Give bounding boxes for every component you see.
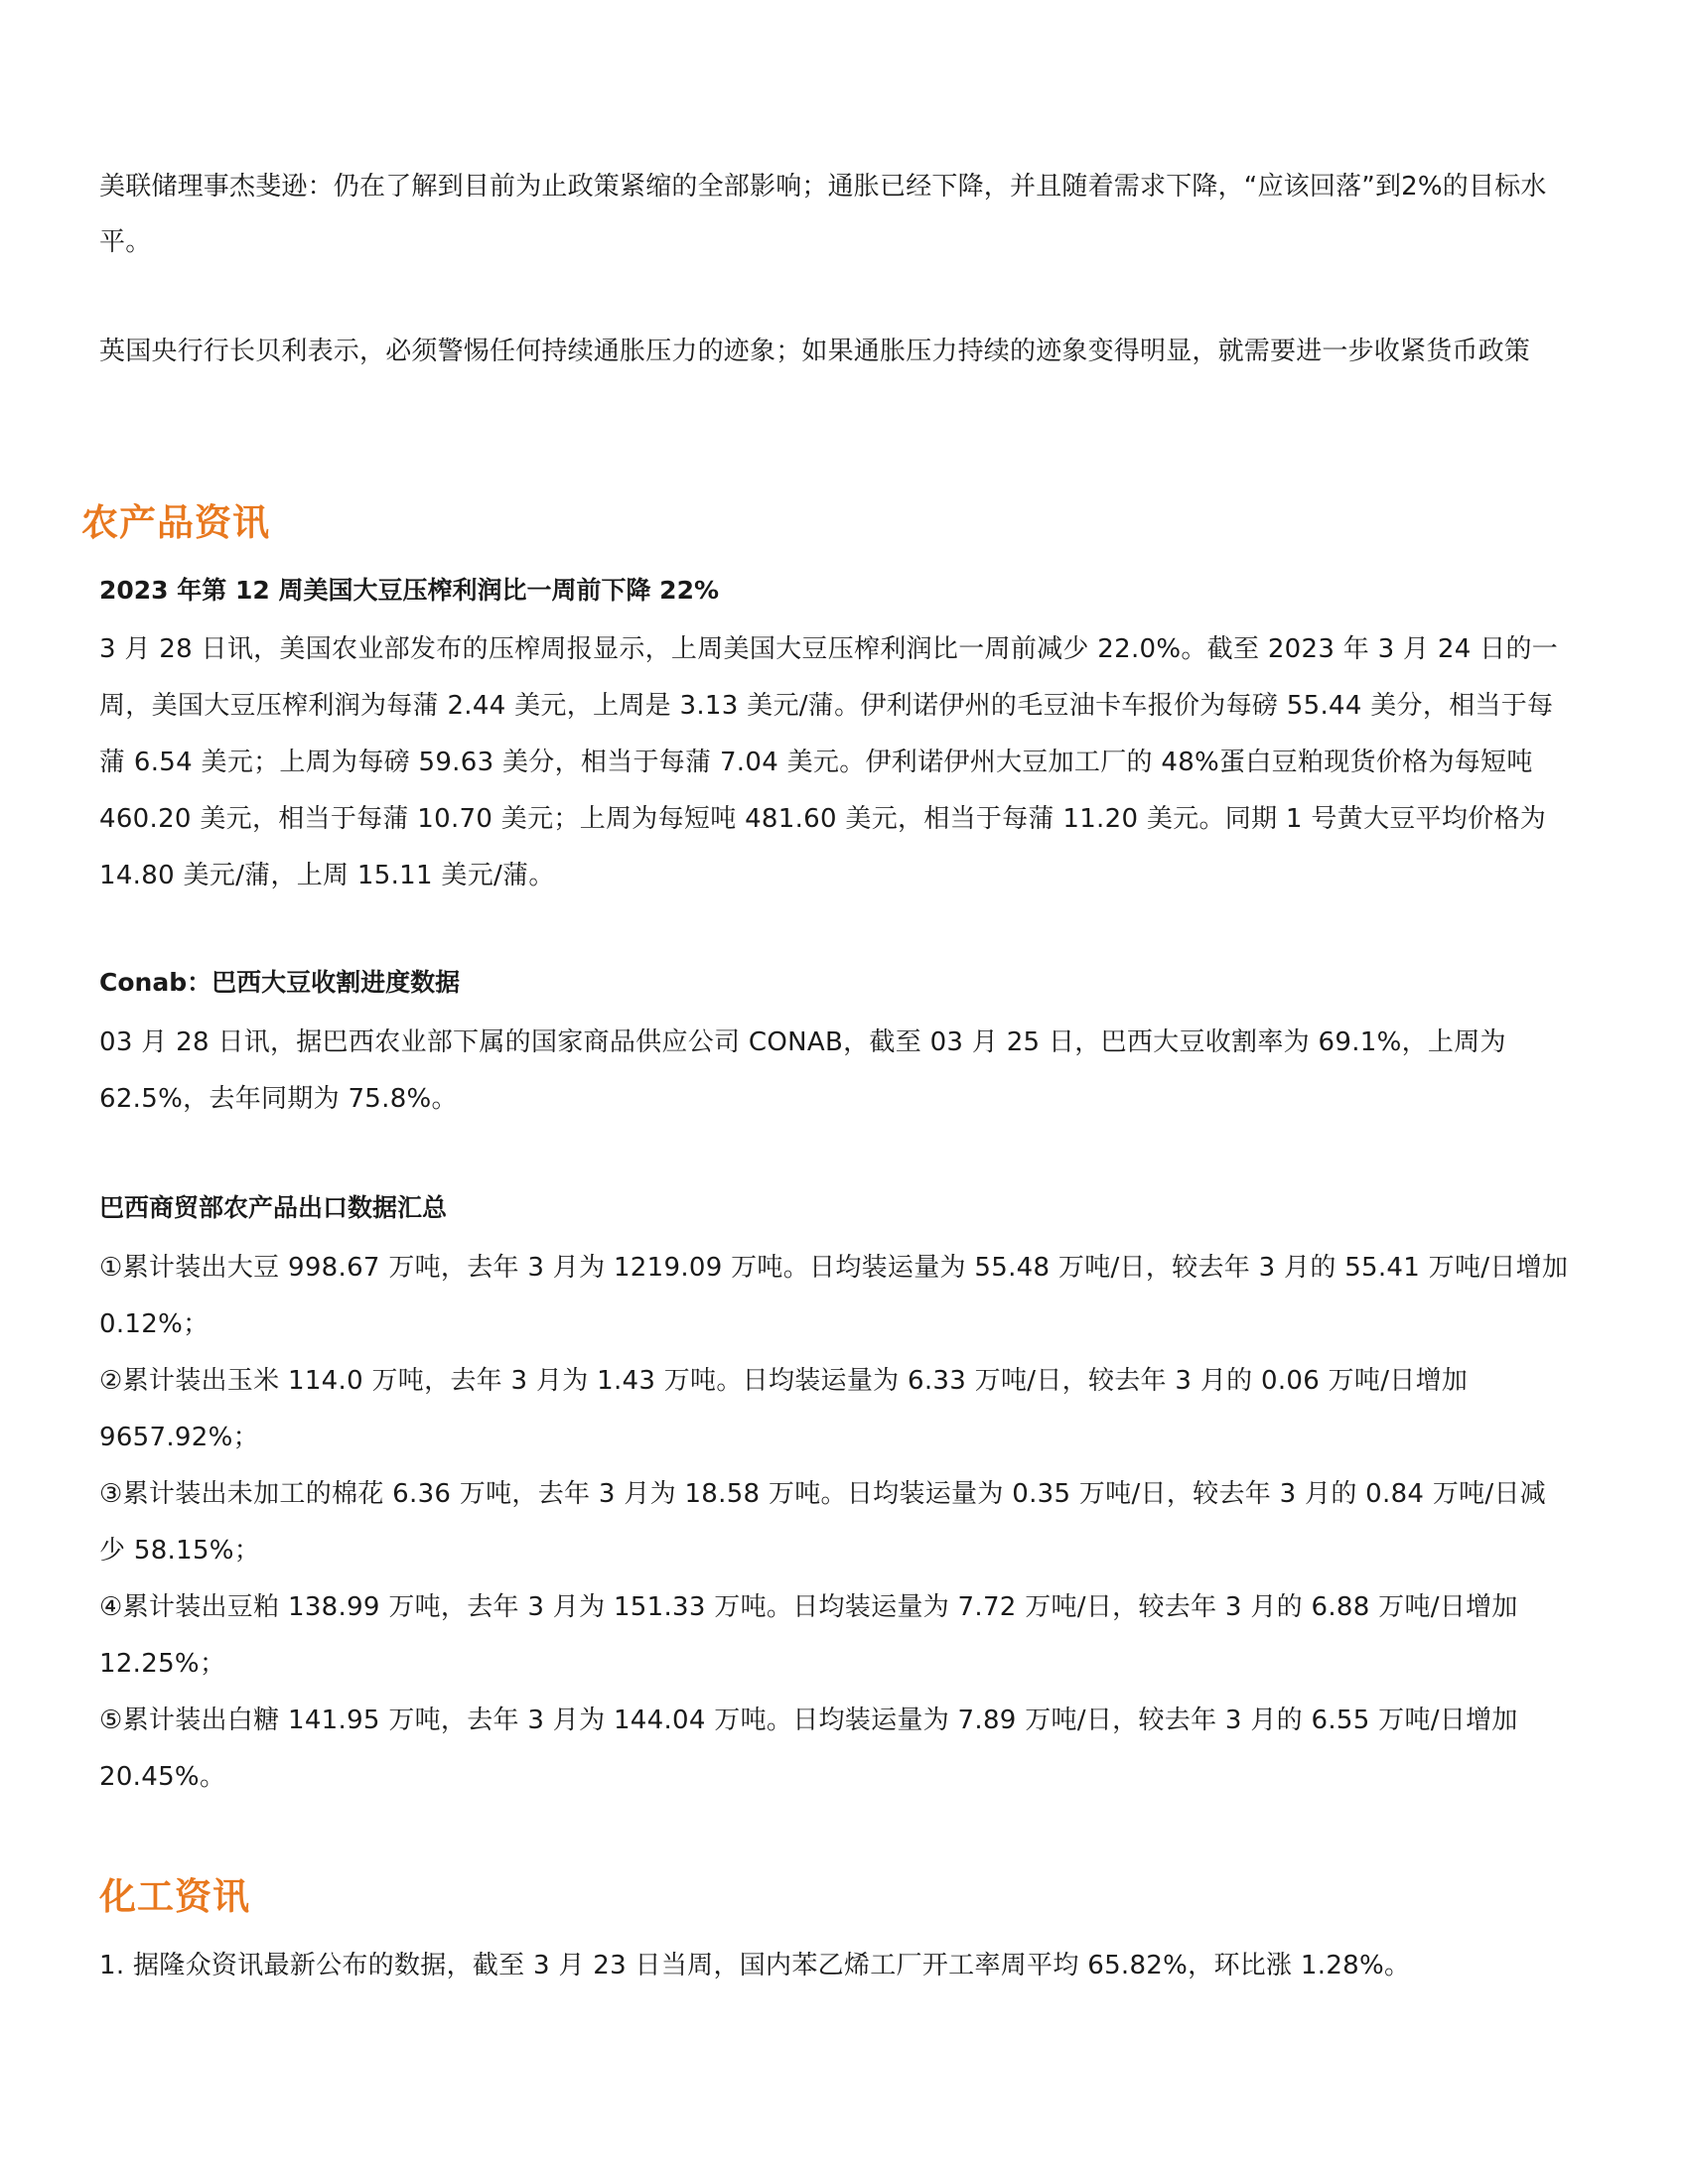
list-item-corn: ②累计装出玉米 114.0 万吨，去年 3 月为 1.43 万吨。日均装运量为 6.33 万吨/日，较去年 3 月的 0.06 万吨/日增加 9657.92%； bbox=[99, 1366, 1469, 1452]
article-title-conab: Conab：巴西大豆收割进度数据 bbox=[99, 968, 461, 997]
chem-item-styrene: 1. 据隆众资讯最新公布的数据，截至 3 月 23 日当周，国内苯乙烯工厂开工率周平均 65.82%，环比涨 1.28%。 bbox=[99, 1951, 1411, 1980]
list-item-sugar: ⑤累计装出白糖 141.95 万吨，去年 3 月为 144.04 万吨。日均装运量为 7.89 万吨/日，较去年 3 月的 6.55 万吨/日增加 20.45%。 bbox=[99, 1706, 1518, 1792]
export-data-list bbox=[99, 1240, 1569, 1806]
article-title-brazil-export: 巴西商贸部农产品出口数据汇总 bbox=[99, 1193, 448, 1222]
article-body-soy-crush: 3 月 28 日讯，美国农业部发布的压榨周报显示，上周美国大豆压榨利润比一周前减少 22.0%。截至 2023 年 3 月 24 日的一周，美国大豆压榨利润为每蒲 2.44 美元，上周是 3.13 美元/蒲。伊利诺伊州的毛豆油卡车报价为每磅 55.44 美分，相当于每蒲 6.54 美元；上周为每磅 59.63 美分，相当于每蒲 7.04 美元。伊利诺伊州大豆加工厂的 48%蛋白豆粕现货价格为每短吨 460.20 美元，相当于每蒲 10.70 美元；上周为每短吨 481.60 美元，相当于每蒲 11.20 美元。同期 1 号黄大豆平均价格为 14.80 美元/蒲，上周 15.11 美元/蒲。 bbox=[99, 634, 1559, 890]
list-item-cotton: ③累计装出未加工的棉花 6.36 万吨，去年 3 月为 18.58 万吨。日均装运量为 0.35 万吨/日，较去年 3 月的 0.84 万吨/日减少 58.15%； bbox=[99, 1479, 1547, 1566]
intro-paragraph-bailey: 英国央行行长贝利表示，必须警惕任何持续通胀压力的迹象；如果通胀压力持续的迹象变得明显，就需要进一步收紧货币政策 bbox=[99, 337, 1531, 366]
section-title-agri: 农产品资讯 bbox=[81, 501, 270, 544]
intro-paragraph-jefferson: 美联储理事杰斐逊：仍在了解到目前为止政策紧缩的全部影响；通胀已经下降，并且随着需求下降，“应该回落”到2%的目标水平。 bbox=[99, 172, 1547, 257]
section-title-chem: 化工资讯 bbox=[99, 1875, 250, 1918]
article-body-conab: 03 月 28 日讯，据巴西农业部下属的国家商品供应公司 CONAB，截至 03 月 25 日，巴西大豆收割率为 69.1%，上周为 62.5%，去年同期为 75.8%。 bbox=[99, 1027, 1506, 1114]
list-item-soymeal: ④累计装出豆粕 138.99 万吨，去年 3 月为 151.33 万吨。日均装运量为 7.72 万吨/日，较去年 3 月的 6.88 万吨/日增加 12.25%； bbox=[99, 1592, 1518, 1679]
article-title-soy-crush: 2023 年第 12 周美国大豆压榨利润比一周前下降 22% bbox=[99, 576, 720, 605]
list-item-soybean: ①累计装出大豆 998.67 万吨，去年 3 月为 1219.09 万吨。日均装运量为 55.48 万吨/日，较去年 3 月的 55.41 万吨/日增加 0.12%； bbox=[99, 1253, 1569, 1339]
